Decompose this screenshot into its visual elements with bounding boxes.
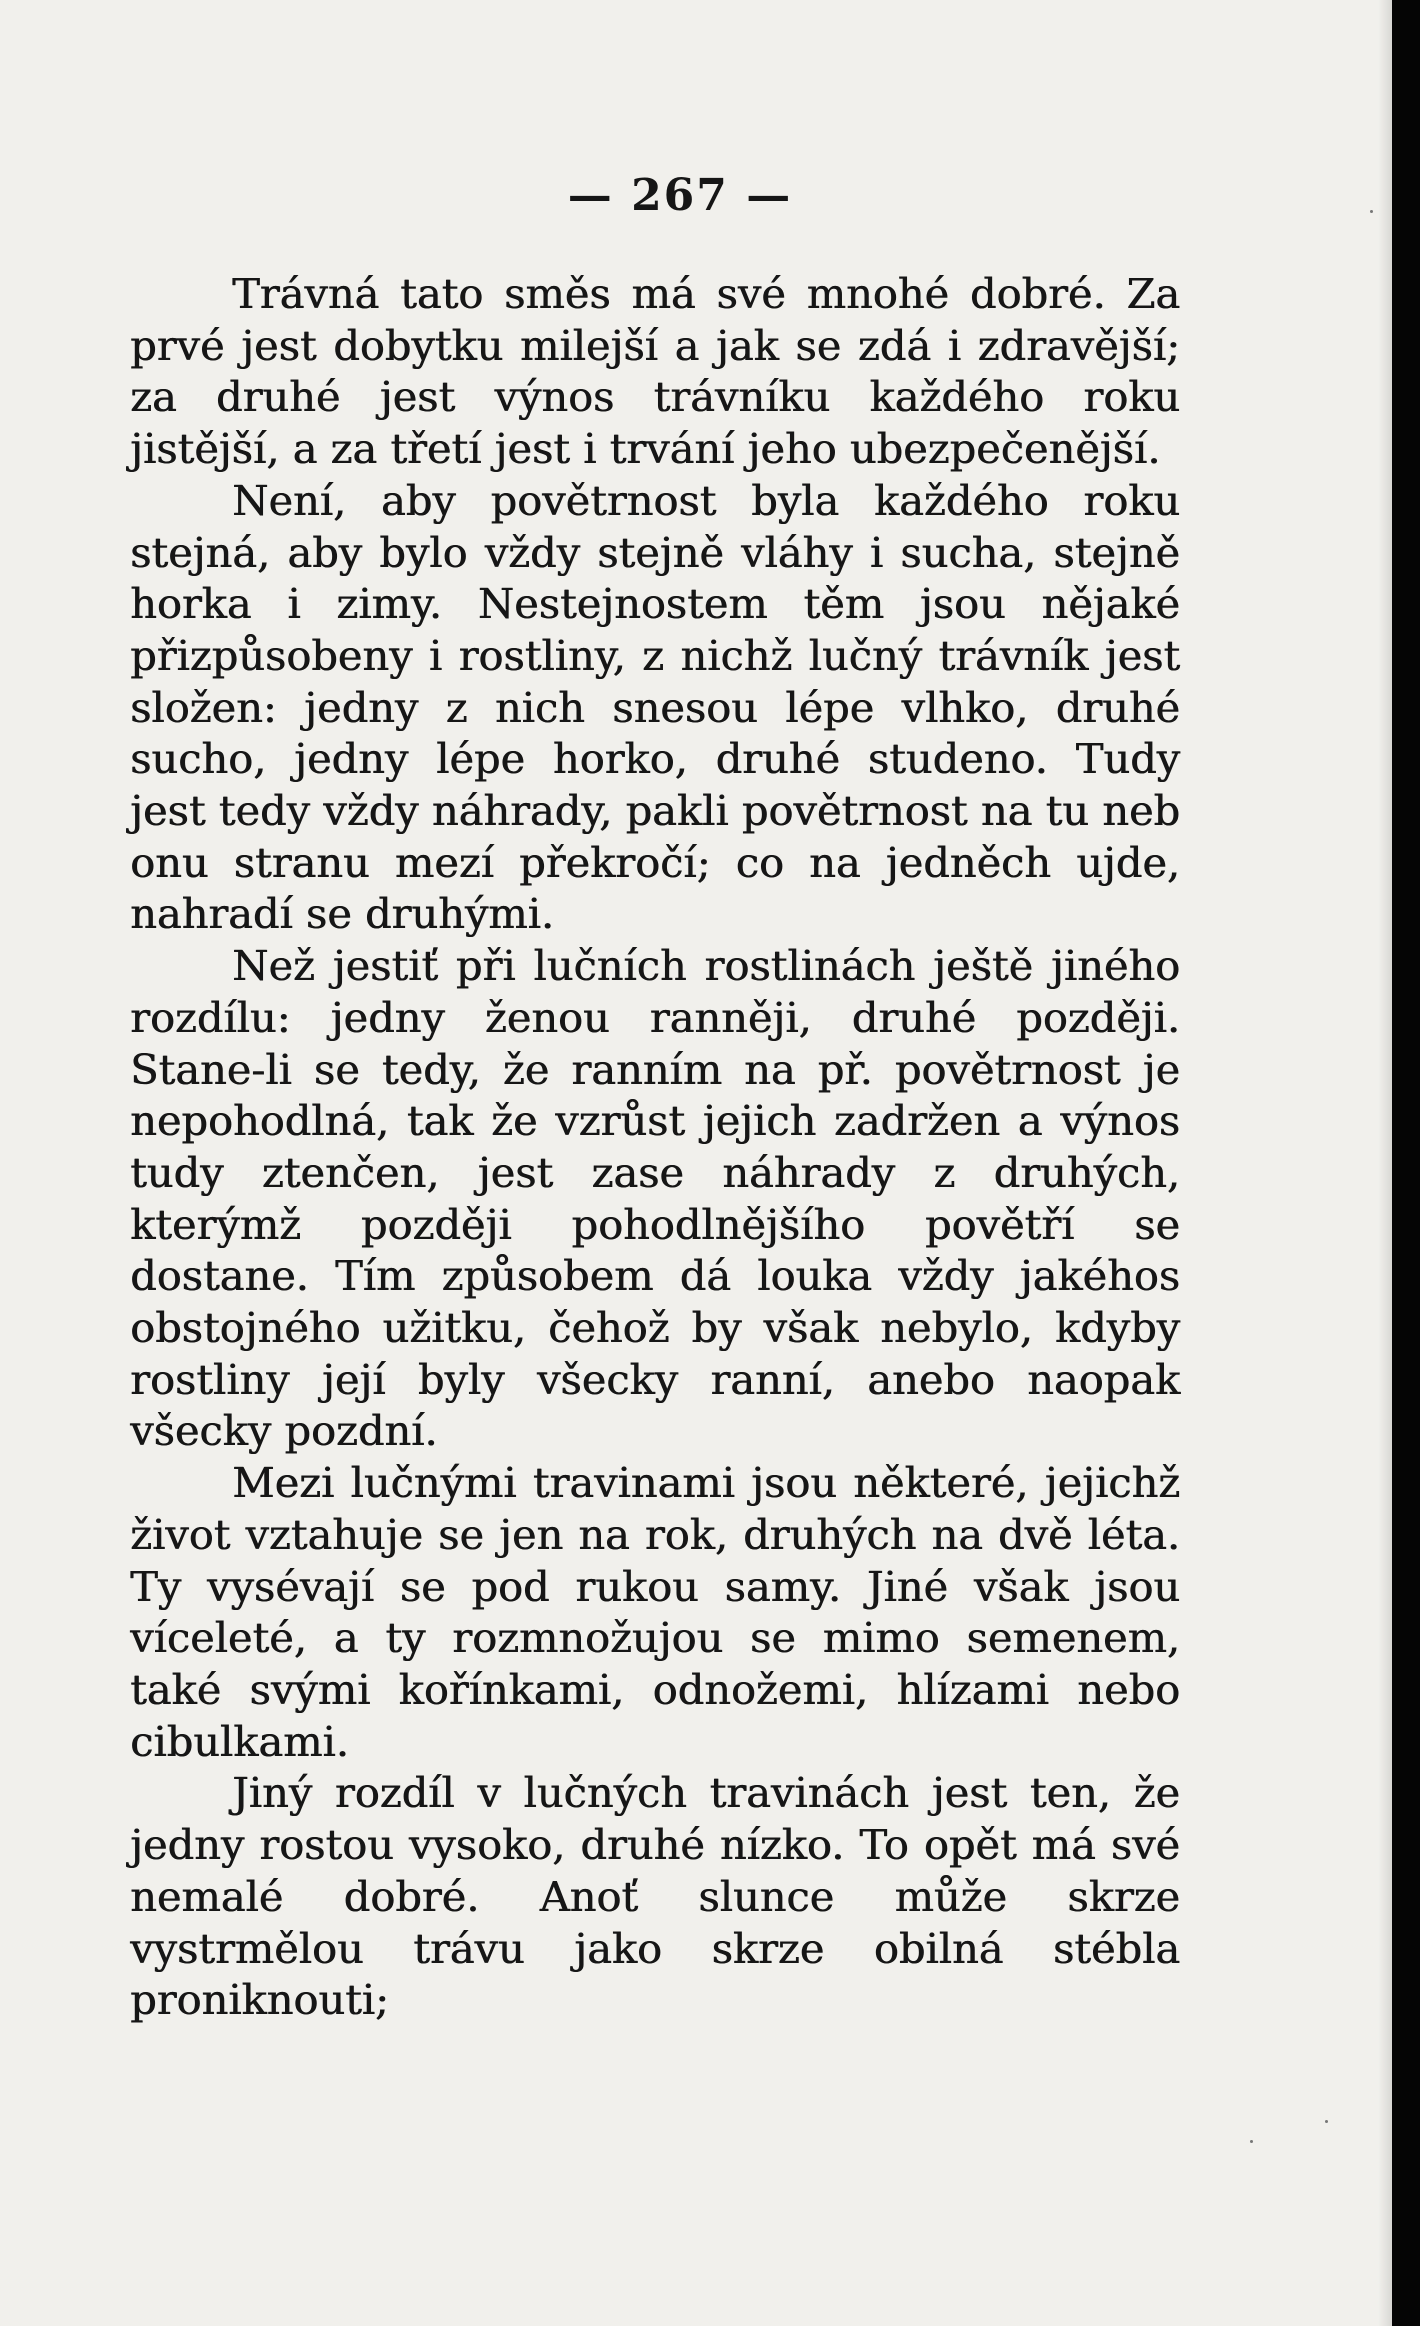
page-shadow bbox=[1378, 0, 1392, 2326]
page-number: — 267 — bbox=[567, 170, 793, 221]
paper-speck bbox=[1325, 2120, 1328, 2123]
paragraph-4: Mezi lučnými travinami jsou některé, jejichž život vztahuje se jen na rok, druhých na dvě léta. Ty vysévají se pod rukou samy. Jiné však jsou víceleté, a ty rozmnožujou se mimo semenem, také svými kořínkami, odnožemi, hlízami nebo cibulkami. bbox=[130, 1458, 1180, 1766]
scan-border bbox=[1392, 0, 1420, 2326]
paragraph-1: Trávná tato směs má své mnohé dobré. Za prvé jest dobytku milejší a jak se zdá i zdravější; za druhé jest výnos trávníku každého roku jistější, a za třetí jest i trvání jeho ubezpečenější. bbox=[130, 269, 1180, 474]
paragraph-5: Jiný rozdíl v lučných travinách jest ten, že jedny rostou vysoko, druhé nízko. To opět má své nemalé dobré. Anoť slunce může skrze vystrmělou trávu jako skrze obilná stébla proniknouti; bbox=[130, 1768, 1180, 2025]
body-text bbox=[130, 268, 1180, 2026]
paper-speck bbox=[1250, 2140, 1253, 2143]
paper-speck bbox=[1370, 210, 1373, 213]
paragraph-3: Než jestiť při lučních rostlinách ještě jiného rozdílu: jedny ženou ranněji, druhé později. Stane-li se tedy, že ranním na př. povětrnost je nepohodlná, tak že vzrůst jejich zadržen a výnos tudy ztenčen, jest zase náhrady z druhých, kterýmž později pohodlnějšího povětří se dostane. Tím způsobem dá louka vždy jakéhos obstojného užitku, čehož by však nebylo, kdyby rostliny její byly všecky ranní, anebo naopak všecky pozdní. bbox=[130, 941, 1180, 1456]
paragraph-2: Není, aby povětrnost byla každého roku stejná, aby bylo vždy stejně vláhy i sucha, stejně horka i zimy. Nestejnostem těm jsou nějaké přizpůsobeny i rostliny, z nichž lučný trávník jest složen: jedny z nich snesou lépe vlhko, druhé sucho, jedny lépe horko, druhé studeno. Tudy jest tedy vždy náhrady, pakli povětrnost na tu neb onu stranu mezí překročí; co na jedněch ujde, nahradí se druhými. bbox=[130, 475, 1180, 939]
